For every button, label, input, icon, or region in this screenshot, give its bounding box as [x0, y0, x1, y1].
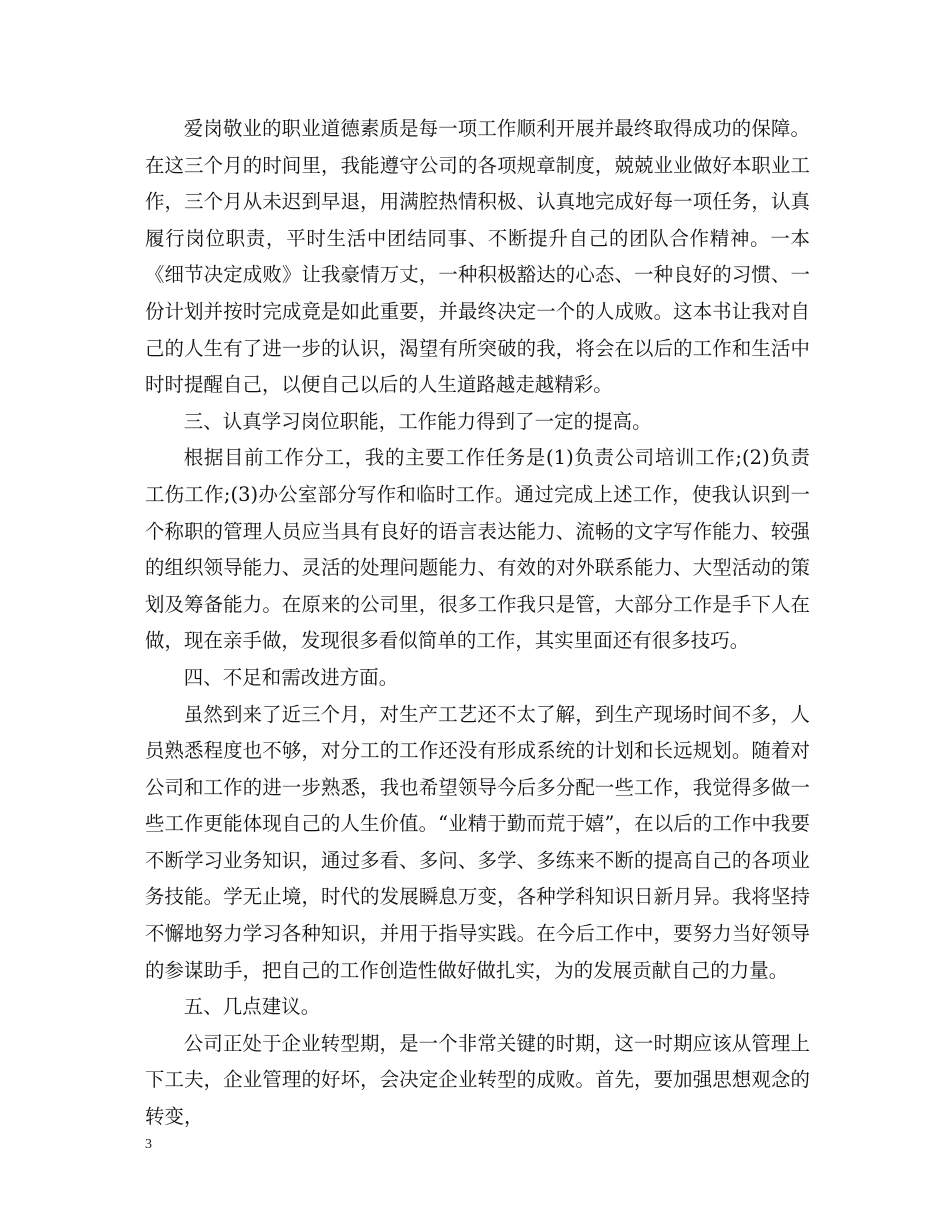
paragraph-improvements: 虽然到来了近三个月，对生产工艺还不太了解，到生产现场时间不多，人员熟悉程度也不够，对分工的工作还没有形成系统的计划和长远规划。随着对公司和工作的进一步熟悉，我也希望领导今后多分配一些工作，我觉得多做一些工作更能体现自己的人生价值。“业精于勤而荒于嬉”，在以后的工作中我要不断学习业务知识，通过多看、多问、多学、多练来不断的提高自己的各项业务技能。学无止境，时代的发展瞬息万变，各种学科知识日新月异。我将坚持不懈地努力学习各种知识，并用于指导实践。在今后工作中，要努力当好领导的参谋助手，把自己的工作创造性做好做扎实，为的发展贡献自己的力量。 — [145, 702, 810, 982]
paragraph-professional-ethics: 爱岗敬业的职业道德素质是每一项工作顺利开展并最终取得成功的保障。在这三个月的时间里，我能遵守公司的各项规章制度，兢兢业业做好本职业工作，三个月从未迟到早退，用满腔热情积极、认真地完成好每一项任务，认真履行岗位职责，平时生活中团结同事、不断提升自己的团队合作精神。一本《细节决定成败》让我豪情万丈，一种积极豁达的心态、一种良好的习惯、一份计划并按时完成竟是如此重要，并最终决定一个的人成败。这本书让我对自己的人生有了进一步的认识，渴望有所突破的我，将会在以后的工作和生活中时时提醒自己，以便自己以后的人生道路越走越精彩。 — [145, 117, 810, 397]
section-heading-three: 三、认真学习岗位职能，工作能力得到了一定的提高。 — [183, 409, 652, 433]
paragraph-suggestions: 公司正处于企业转型期，是一个非常关键的时期，这一时期应该从管理上下工夫，企业管理的好坏，会决定企业转型的成败。首先，要加强思想观念的转变， — [145, 1031, 810, 1129]
paragraph-job-duties: 根据目前工作分工，我的主要工作任务是(1)负责公司培训工作;(2)负责工伤工作;(3)办公室部分写作和临时工作。通过完成上述工作，使我认识到一个称职的管理人员应当具有良好的语言表达能力、流畅的文字写作能力、较强的组织领导能力、灵活的处理问题能力、有效的对外联系能力、大型活动的策划及筹备能力。在原来的公司里，很多工作我只是管，大部分工作是手下人在做，现在亲手做，发现很多看似简单的工作，其实里面还有很多技巧。 — [145, 446, 810, 653]
section-heading-four: 四、不足和需改进方面。 — [183, 665, 399, 689]
section-heading-five: 五、几点建议。 — [183, 995, 321, 1019]
page-number: 3 — [145, 1137, 152, 1152]
document-body — [145, 111, 810, 1136]
